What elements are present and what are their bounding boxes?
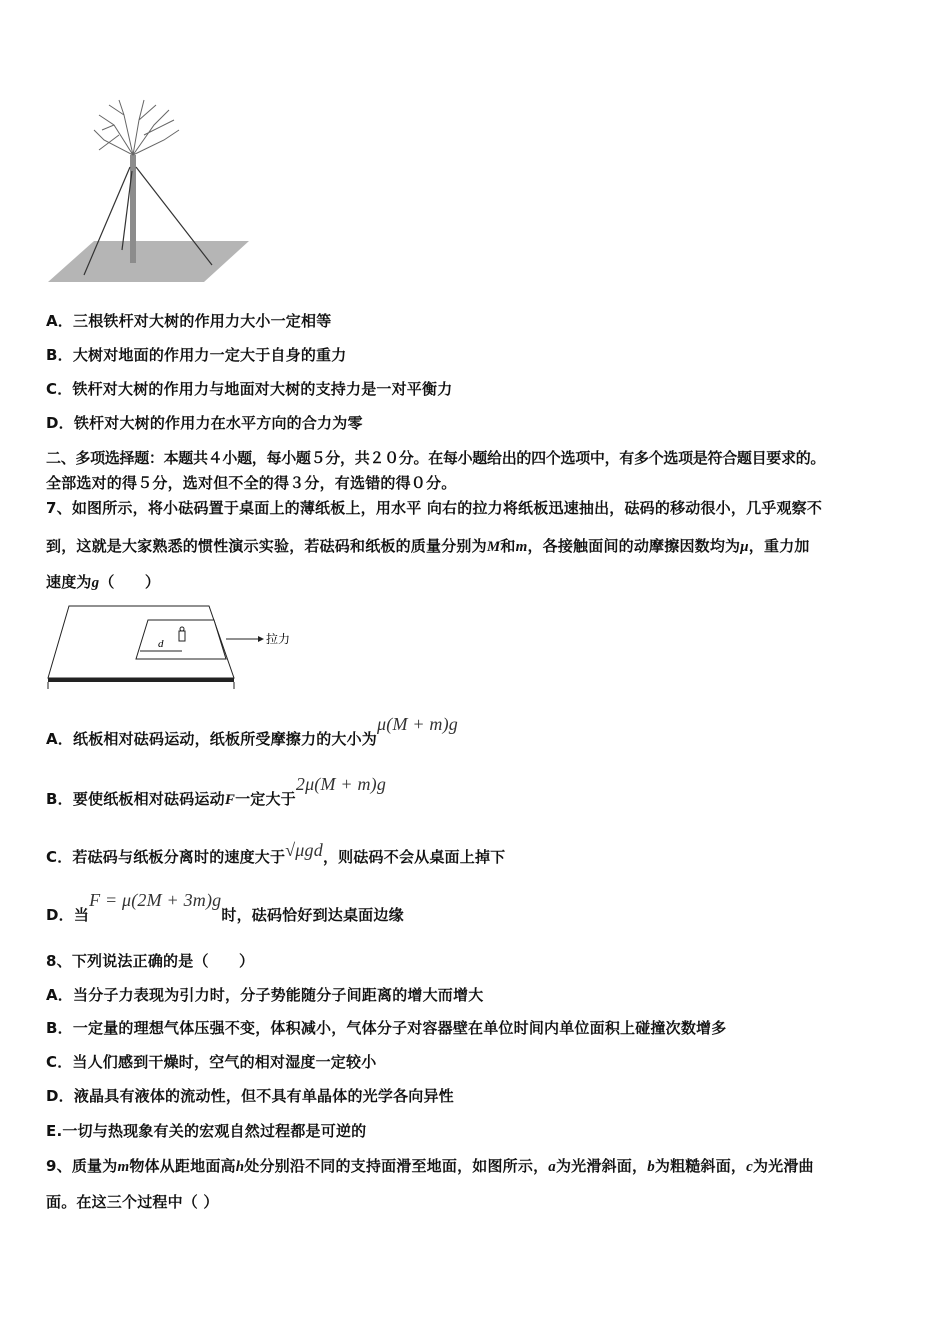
q7-stem-line2: [46, 536, 810, 557]
q7-option-b[interactable]: [46, 774, 387, 810]
var-m: m: [515, 539, 528, 555]
q8-option-e[interactable]: E.一切与热现象有关的宏观自然过程都是可逆的: [46, 1122, 367, 1140]
force-label: 拉力: [266, 632, 291, 646]
option-text: 时，砝码恰好到达桌面边缘: [221, 906, 404, 924]
text: 9、质量为: [46, 1157, 118, 1175]
q6-option-a[interactable]: A．三根铁杆对大树的作用力大小一定相等: [46, 312, 332, 330]
text: 为光滑曲: [752, 1157, 814, 1175]
formula: μ(M + m)g: [377, 714, 458, 734]
option-text: D．当: [46, 906, 90, 924]
q8-option-a[interactable]: A．当分子力表现为引力时，分子势能随分子间距离的增大而增大: [46, 986, 484, 1004]
var-a: a: [548, 1159, 556, 1175]
option-text: B．要使纸板相对砝码运动: [46, 790, 225, 808]
formula: 2μ(M + m)g: [295, 774, 387, 794]
var-g: g: [91, 575, 100, 591]
text: ，各接触面间的动摩擦因数均为: [527, 537, 741, 555]
text: 处分别沿不同的支持面滑至地面，如图所示，: [244, 1157, 549, 1175]
option-text: ，则砝码不会从桌面上掉下: [322, 848, 506, 866]
q6-option-d[interactable]: D．铁杆对大树的作用力在水平方向的合力为零: [46, 414, 363, 432]
q9-stem-line2: 面。在这三个过程中（ ）: [46, 1193, 219, 1211]
q8-option-d[interactable]: D．液晶具有液体的流动性，但不具有单晶体的光学各向异性: [46, 1087, 454, 1105]
var-F: F: [224, 792, 236, 808]
board-figure: [44, 603, 304, 691]
section2-scoring: 全部选对的得５分，选对但不全的得３分，有选错的得０分。: [46, 474, 457, 492]
text: 为粗糙斜面，: [654, 1157, 747, 1175]
weight-icon: [179, 631, 185, 641]
option-text: A．纸板相对砝码运动，纸板所受摩擦力的大小为: [46, 730, 378, 748]
text: 为光滑斜面，: [555, 1157, 648, 1175]
var-M: M: [486, 539, 501, 555]
d-label: d: [158, 638, 164, 650]
var-h: h: [235, 1159, 245, 1175]
answer-blank: （ ）: [99, 573, 161, 591]
text: 和: [500, 537, 516, 555]
text: 到，这就是大家熟悉的惯性演示实验，若砝码和纸板的质量分别为: [46, 537, 487, 555]
q8-option-c[interactable]: C．当人们感到干燥时，空气的相对湿度一定较小: [46, 1053, 377, 1071]
option-text: 一定大于: [235, 790, 296, 808]
q8-stem: 8、下列说法正确的是（ ）: [46, 952, 255, 970]
tree-figure: [44, 95, 254, 290]
tree-trunk: [130, 155, 136, 263]
q6-option-b[interactable]: B．大树对地面的作用力一定大于自身的重力: [46, 346, 347, 364]
q7-option-d[interactable]: [46, 890, 404, 925]
text: 物体从距地面高: [129, 1157, 236, 1175]
table-edge: [48, 678, 234, 682]
formula: F = μ(2M + 3m)g: [89, 890, 222, 910]
option-text: C．若砝码与纸板分离时的速度大于: [46, 848, 286, 866]
q7-option-a[interactable]: [46, 714, 458, 749]
ground-plane: [48, 241, 249, 282]
formula: √μgd: [285, 840, 323, 860]
q7-option-c[interactable]: [46, 840, 506, 867]
text: ，重力加: [748, 537, 810, 555]
var-m: m: [117, 1159, 130, 1175]
q7-stem-line3: [46, 572, 160, 593]
section2-heading: 二、多项选择题：本题共４小题，每小题５分，共２０分。在每小题给出的四个选项中，有多个选项是符合题目要求的。: [46, 449, 826, 467]
q6-option-c[interactable]: C．铁杆对大树的作用力与地面对大树的支持力是一对平衡力: [46, 380, 453, 398]
text: 速度为: [46, 573, 92, 591]
q7-stem-line1: 7、如图所示，将小砝码置于桌面上的薄纸板上，用水平 向右的拉力将纸板迅速抽出，砝码的移动很小，几乎观察不: [46, 499, 823, 517]
var-mu: μ: [740, 539, 749, 555]
var-b: b: [647, 1159, 655, 1175]
q9-stem-line1: [46, 1156, 814, 1177]
var-c: c: [746, 1159, 753, 1175]
q8-option-b[interactable]: B．一定量的理想气体压强不变，体积减小，气体分子对容器壁在单位时间内单位面积上碰撞次数增多: [46, 1019, 727, 1037]
